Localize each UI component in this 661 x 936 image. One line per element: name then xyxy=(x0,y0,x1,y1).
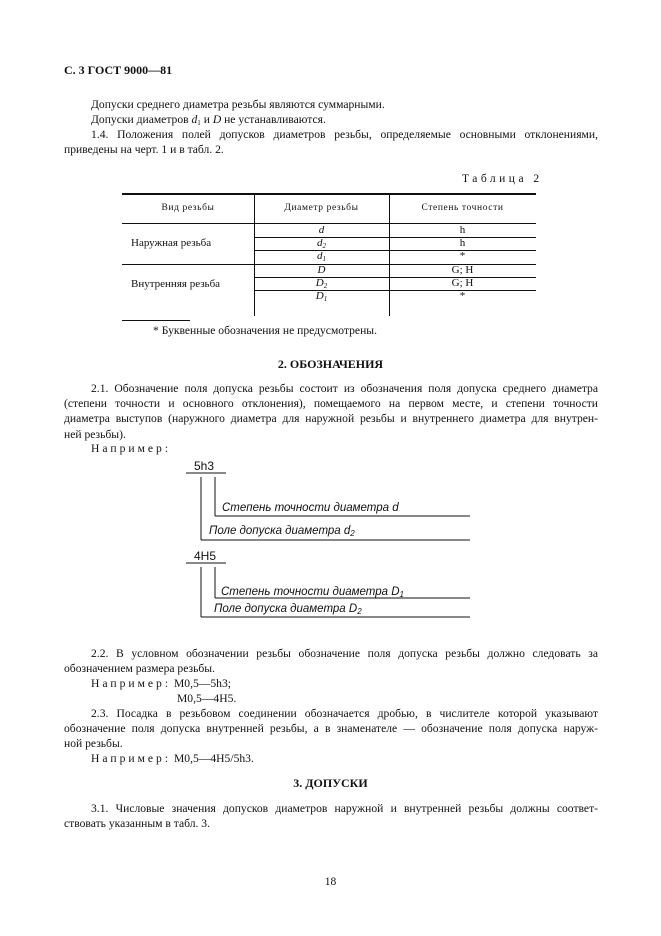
example-code: M0,5—4H5. xyxy=(177,692,237,705)
diagram-label xyxy=(214,603,362,616)
page-header: С. 3 ГОСТ 9000—81 xyxy=(64,63,173,77)
diameter-cell xyxy=(254,290,389,303)
symbol: d xyxy=(191,113,198,126)
tolerance-code: 5h3 xyxy=(194,459,215,473)
section-title: 3. ДОПУСКИ xyxy=(293,776,368,790)
paragraph-line: обозначением размера резьбы. xyxy=(64,662,215,676)
example-label: Например: xyxy=(91,442,172,455)
diagram-label-subscript: 1 xyxy=(399,590,404,599)
diagram-label-text: Степень точности диаметра D xyxy=(221,586,400,598)
example-line xyxy=(91,676,231,691)
tolerance-code: 4H5 xyxy=(194,549,217,563)
paragraph xyxy=(64,97,598,112)
paragraph-line: 2.2. В условном обозначении резьбы обозначение поля допуска резьбы должно следовать за xyxy=(91,647,598,660)
diameter-cell xyxy=(254,250,389,263)
accuracy-cell: * xyxy=(459,250,466,262)
paragraph-line: 3.1. Числовые значения допусков диаметров наружной и внутренней резьбы должны соответ- xyxy=(91,802,598,815)
diameter-symbol: d xyxy=(318,224,325,236)
paragraph xyxy=(64,801,598,831)
paragraph-line: обозначение поля допуска внутренней резьбы, а в знаменателе — обозначение поля допуска наруж- xyxy=(64,722,598,736)
accuracy-cell: h xyxy=(459,224,466,236)
accuracy-cell: * xyxy=(459,290,466,302)
example-label: Например: xyxy=(91,677,172,690)
diameter-cell xyxy=(254,237,389,250)
diameter-cell xyxy=(254,224,389,237)
diameter-symbol: d xyxy=(317,250,323,262)
paragraph-text: Допуски среднего диаметра резьбы являются суммарными. xyxy=(91,98,385,111)
diameter-symbol: D xyxy=(317,264,326,276)
paragraph-line: 2.1. Обозначение поля допуска резьбы состоит из обозначения поля допуска среднего диаметра xyxy=(91,382,598,395)
section-title: 2. ОБОЗНАЧЕНИЯ xyxy=(277,357,384,371)
table-border xyxy=(122,193,536,195)
paragraph xyxy=(64,706,598,752)
paragraph-line: 2.3. Посадка в резьбовом соединении обозначается дробью, в числителе которой указывают xyxy=(91,707,598,720)
tolerance-diagram xyxy=(180,560,480,640)
example-code: M0,5—5h3; xyxy=(173,677,231,690)
diameter-subscript: 1 xyxy=(322,255,326,263)
footnote: * Буквенные обозначения не предусмотрены. xyxy=(153,324,377,337)
paragraph-text: Допуски диаметров xyxy=(91,113,192,126)
diagram-label-text: Степень точности диаметра d xyxy=(222,502,399,514)
diagram-label-text: Поле допуска диаметра d xyxy=(209,525,351,537)
thread-type: Внутренняя резьба xyxy=(131,278,221,290)
diagram-label xyxy=(221,586,404,599)
table-header: Степень точности xyxy=(421,203,504,213)
paragraph-text: не устанавливаются. xyxy=(221,113,326,126)
diagram-label-text: Поле допуска диаметра D xyxy=(214,603,358,615)
table-caption: Таблица 2 xyxy=(462,173,543,185)
diagram-label-subscript: 2 xyxy=(350,529,355,538)
paragraph-line: 1.4. Положения полей допусков диаметров резьбы, определяемые основными отклонениями, xyxy=(91,128,598,141)
paragraph-line: ной резьбы. xyxy=(64,737,123,751)
accuracy-cell: G; H xyxy=(451,264,474,276)
paragraph xyxy=(64,127,598,157)
page-number: 18 xyxy=(324,876,337,888)
paragraph-line: приведены на черт. 1 и в табл. 2. xyxy=(64,143,224,157)
paragraph xyxy=(64,381,598,442)
symbol: D xyxy=(212,113,222,126)
footnote-rule xyxy=(122,320,190,321)
diagram-label xyxy=(222,502,399,514)
accuracy-cell: h xyxy=(459,237,466,249)
paragraph-line: ствовать указанным в табл. 3. xyxy=(64,817,210,831)
paragraph-line: ней резьбы). xyxy=(64,427,126,441)
paragraph xyxy=(64,646,598,676)
example-code: M0,5—4H5/5h3. xyxy=(173,752,254,765)
paragraph-text: и xyxy=(200,113,213,126)
table-header: Диаметр резьбы xyxy=(284,203,359,213)
diagram-label-subscript: 2 xyxy=(357,607,362,616)
diameter-symbol: D xyxy=(315,277,324,289)
diameter-subscript: 2 xyxy=(322,242,326,250)
example-label: Например: xyxy=(91,752,172,765)
diameter-cell xyxy=(254,264,389,277)
diameter-symbol: d xyxy=(317,237,323,249)
example-line xyxy=(91,751,254,766)
diagram-label xyxy=(209,525,355,538)
diameter-symbol: D xyxy=(315,290,324,302)
diameter-subscript: 2 xyxy=(323,282,328,290)
diameter-subscript: 1 xyxy=(323,295,328,303)
table-header: Вид резьбы xyxy=(161,203,215,213)
paragraph-line: (степени точности и основного отклонения), помещаемого на первом месте, и степени точности xyxy=(64,397,598,411)
symbol-subscript: 1 xyxy=(197,119,201,127)
paragraph-line: диаметра выступов (наружного диаметра для наружной резьбы и внутреннего диаметра для внутрен- xyxy=(64,412,598,426)
accuracy-cell: G; H xyxy=(451,277,474,289)
thread-type: Наружная резьба xyxy=(131,237,212,249)
diameter-cell xyxy=(254,277,389,290)
